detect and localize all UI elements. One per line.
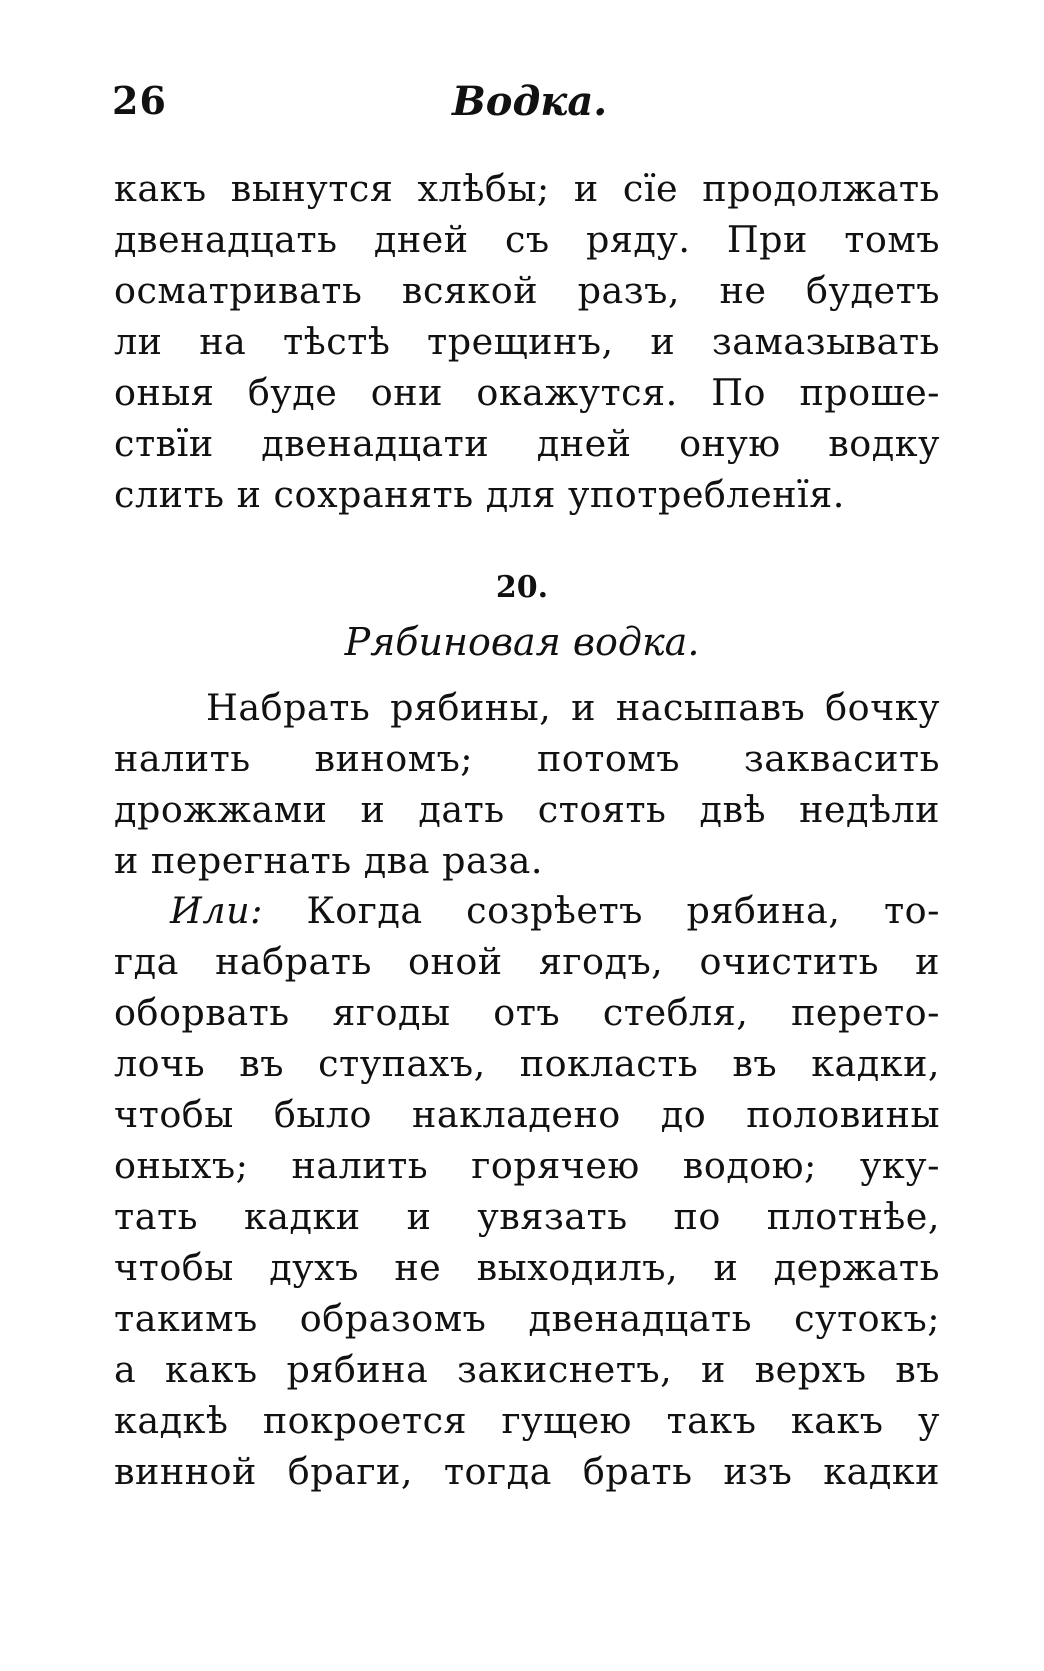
text-line: Набрать рябины, и насыпавъ бочку bbox=[206, 686, 940, 729]
section-title: Рябиновая водка. bbox=[344, 620, 700, 664]
running-title: Водка. bbox=[452, 78, 608, 125]
text-fragment: Когда созрѣетъ рябина, то- bbox=[306, 889, 940, 932]
text-line: а какъ рябина закиснетъ, и верхъ въ bbox=[114, 1348, 940, 1391]
text-line: слить и сохранять для употребленїя. bbox=[114, 473, 845, 516]
text-line: оборвать ягоды отъ стебля, перето- bbox=[114, 991, 940, 1034]
text-line: и перегнать два раза. bbox=[114, 839, 543, 882]
text-line: ли на тѣстѣ трещинъ, и замазывать bbox=[114, 320, 940, 363]
text-line: гда набрать оной ягодъ, очистить и bbox=[114, 940, 940, 983]
text-line: осматривать всякой разъ, не будетъ bbox=[114, 269, 940, 312]
section-number: 20. bbox=[495, 570, 549, 605]
text-line: какъ вынутся хлѣбы; и сїе продолжать bbox=[114, 167, 940, 210]
text-line: ствїи двенадцати дней оную водку bbox=[114, 422, 940, 465]
page-header bbox=[112, 78, 942, 148]
text-line: кадкѣ покроется гущею такъ какъ у bbox=[114, 1399, 940, 1442]
text-line: оныя буде они окажутся. По проше- bbox=[114, 371, 940, 414]
text-line: чтобы духъ не выходилъ, и держать bbox=[114, 1246, 940, 1289]
text-line: дрожжами и дать стоять двѣ недѣли bbox=[114, 788, 940, 831]
page-number: 26 bbox=[112, 78, 167, 123]
text-line: лочь въ ступахъ, покласть въ кадки, bbox=[114, 1042, 940, 1085]
text-line: винной браги, тогда брать изъ кадки bbox=[114, 1450, 940, 1493]
text-line: оныхъ; налить горячею водою; уку- bbox=[114, 1144, 940, 1187]
text-line: чтобы было накладено до половины bbox=[114, 1093, 940, 1136]
text-line: такимъ образомъ двенадцать сутокъ; bbox=[114, 1297, 940, 1340]
text-line: двенадцать дней съ ряду. При томъ bbox=[114, 218, 940, 261]
text-line bbox=[170, 886, 940, 936]
text-line: тать кадки и увязать по плотнѣе, bbox=[114, 1195, 940, 1238]
text-line: налить виномъ; потомъ заквасить bbox=[114, 737, 940, 780]
alternative-marker: Или: bbox=[170, 889, 263, 932]
